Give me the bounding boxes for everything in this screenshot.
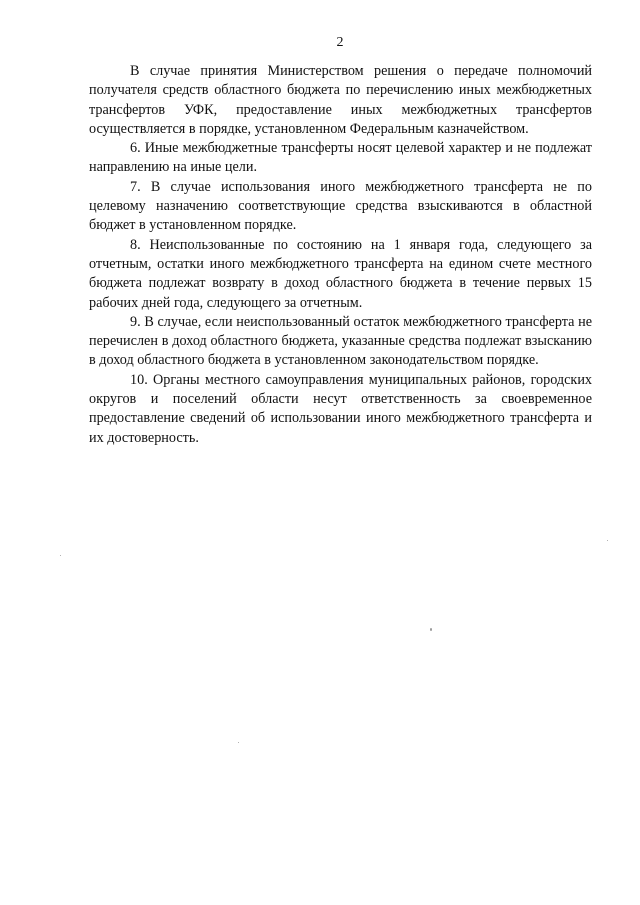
scan-speck: [60, 555, 61, 556]
paragraph-6: 6. Иные межбюджетные трансферты носят целевой характер и не подлежат направлению на иные цели.: [89, 140, 592, 176]
scan-speck: [607, 540, 608, 541]
scan-speck: [430, 628, 432, 631]
scan-speck: [238, 742, 239, 743]
paragraph-7: 7. В случае использования иного межбюджетного трансферта не по целевому назначению соответствующие средства взыскиваются в областной бюджет в установленном порядке.: [89, 178, 592, 234]
paragraph-treasury-transfer: В случае принятия Министерством решения о передаче полномочий получателя средств областного бюджета по перечислению иных межбюджетных трансфертов УФК, предоставление иных межбюджетных трансфертов осуществляется в порядке, установленном Федеральным казначейством.: [89, 63, 592, 137]
paragraph-8: 8. Неиспользованные по состоянию на 1 января года, следующего за отчетным, остатки иного межбюджетного трансферта на едином счете местного бюджета подлежат возврату в доход областного бюджета в течение первых 15 рабочих дней года, следующего за отчетным.: [89, 236, 592, 311]
paragraph-10: 10. Органы местного самоуправления муниципальных районов, городских округов и поселений области несут ответственность за своевременное предоставление сведений об использовании иного межбюджетного трансферта и их достоверность.: [89, 371, 592, 446]
page-number: 2: [336, 35, 344, 50]
paragraph-9: 9. В случае, если неиспользованный остаток межбюджетного трансферта не перечислен в доход областного бюджета, указанные средства подлежат взысканию в доход областного бюджета в установленном законодательством порядке.: [89, 313, 592, 369]
document-body: [89, 62, 592, 448]
